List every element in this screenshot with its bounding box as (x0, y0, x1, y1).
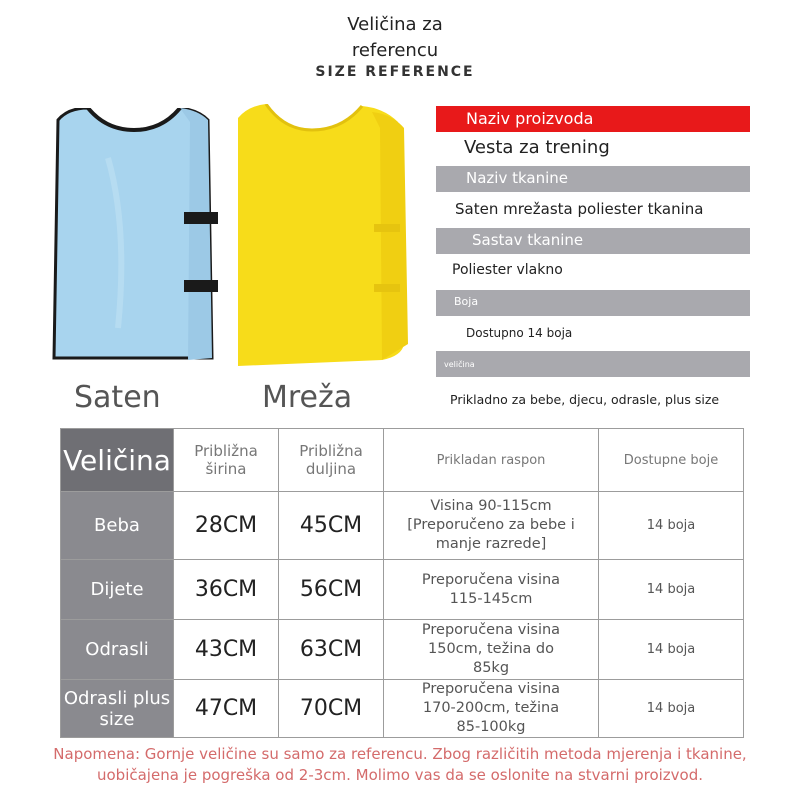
row-length: 70CM (279, 680, 384, 738)
info-color-value: Dostupno 14 boja (466, 326, 573, 340)
table-row (61, 620, 744, 680)
row-size: Odrasli (61, 620, 174, 680)
vest-satin-label: Saten (74, 380, 161, 415)
page-title (300, 12, 490, 64)
row-colors: 14 boja (599, 620, 744, 680)
header-range: Prikladan raspon (384, 429, 599, 492)
page-subtitle: SIZE REFERENCE (315, 64, 475, 80)
info-color-bar (436, 290, 750, 316)
row-range: Visina 90-115cm [Preporučeno za bebe i manje razrede] (384, 492, 599, 560)
vest-mesh-label: Mreža (262, 380, 353, 415)
title-line-2: referencu (351, 40, 439, 61)
info-fabric-label: Naziv tkanine (466, 169, 569, 187)
row-width: 28CM (174, 492, 279, 560)
row-range: Preporučena visina 150cm, težina do 85kg (384, 620, 599, 680)
row-size: Odrasli plus size (61, 680, 174, 738)
table-row (61, 492, 744, 560)
footnote: Napomena: Gornje veličine su samo za referencu. Zbog različitih metoda mjerenja i tkanine, uobičajena je pogreška od 2-3cm. Molimo vas da se oslonite na stvarni proizvod. (53, 745, 747, 784)
info-fabric-value: Saten mrežasta poliester tkanina (455, 200, 704, 218)
info-fabric-bar (436, 166, 750, 192)
row-size: Dijete (61, 560, 174, 620)
row-width: 43CM (174, 620, 279, 680)
info-size-label: veličina (444, 360, 475, 369)
table-corner: Veličina (61, 429, 174, 492)
size-table (60, 428, 744, 738)
info-product-name-label: Naziv proizvoda (466, 109, 594, 128)
info-size-value: Prikladno za bebe, djecu, odrasle, plus size (450, 392, 720, 407)
row-width: 47CM (174, 680, 279, 738)
info-composition-value: Poliester vlakno (452, 262, 563, 278)
row-colors: 14 boja (599, 492, 744, 560)
info-composition-bar (436, 228, 750, 254)
row-length: 56CM (279, 560, 384, 620)
row-width: 36CM (174, 560, 279, 620)
row-range: Preporučena visina 115-145cm (384, 560, 599, 620)
info-composition-label: Sastav tkanine (472, 231, 584, 249)
info-product-name-value: Vesta za trening (464, 137, 610, 158)
header-colors: Dostupne boje (599, 429, 744, 492)
table-header-row (61, 429, 744, 492)
header-length: Približna duljina (279, 429, 384, 492)
vest-mesh-icon (232, 104, 412, 370)
table-row (61, 560, 744, 620)
vest-satin-icon (48, 108, 228, 370)
row-length: 63CM (279, 620, 384, 680)
row-range: Preporučena visina 170-200cm, težina 85-100kg (384, 680, 599, 738)
row-length: 45CM (279, 492, 384, 560)
title-line-1: Veličina za (347, 14, 443, 35)
info-product-name-bar (436, 106, 750, 132)
row-colors: 14 boja (599, 680, 744, 738)
info-size-bar (436, 351, 750, 377)
table-row (61, 680, 744, 738)
row-size: Beba (61, 492, 174, 560)
header-width: Približna širina (174, 429, 279, 492)
row-colors: 14 boja (599, 560, 744, 620)
info-color-label: Boja (454, 295, 479, 308)
